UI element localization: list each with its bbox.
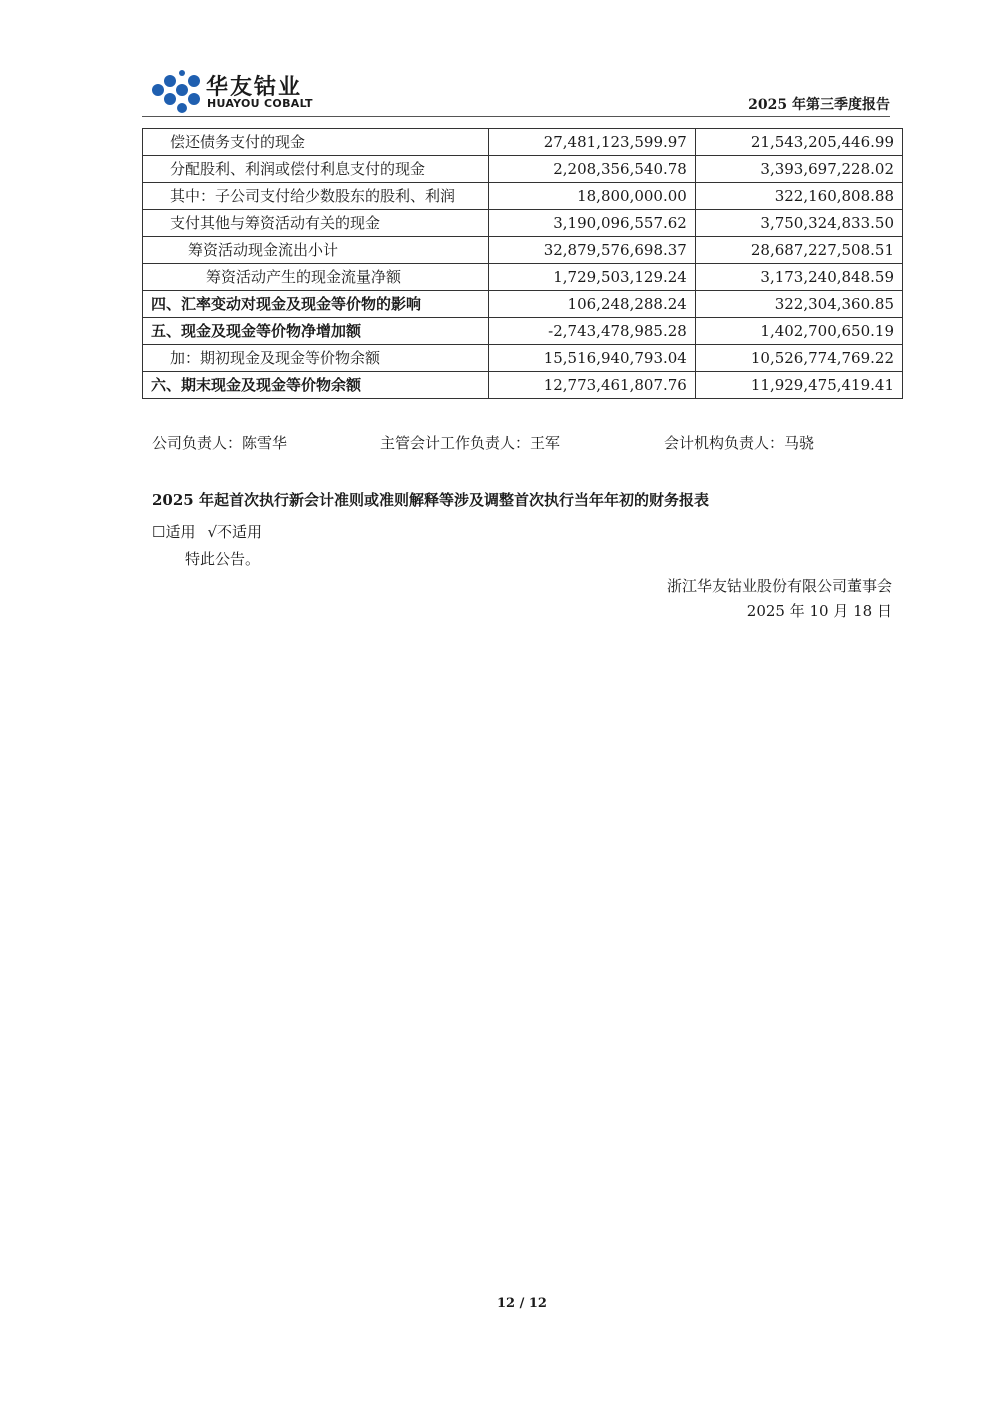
page-number: 12 / 12 bbox=[497, 1296, 547, 1311]
prior-period-value: 322,160,808.88 bbox=[695, 183, 902, 210]
prior-period-value: 3,393,697,228.02 bbox=[695, 156, 902, 183]
table-row bbox=[143, 183, 903, 210]
note-title: 2025 年起首次执行新会计准则或准则解释等涉及调整首次执行当年年初的财务报表 bbox=[152, 491, 709, 509]
table-row bbox=[143, 156, 903, 183]
current-period-value: 2,208,356,540.78 bbox=[488, 156, 695, 183]
header-divider bbox=[142, 116, 890, 117]
row-label: 五、现金及现金等价物净增加额 bbox=[143, 318, 489, 345]
current-period-value: -2,743,478,985.28 bbox=[488, 318, 695, 345]
row-label: 其中：子公司支付给少数股东的股利、利润 bbox=[143, 183, 489, 210]
cash-flow-table bbox=[142, 128, 903, 399]
table-row bbox=[143, 318, 903, 345]
current-period-value: 15,516,940,793.04 bbox=[488, 345, 695, 372]
current-period-value: 18,800,000.00 bbox=[488, 183, 695, 210]
logo-chinese-name: 华友钴业 bbox=[206, 75, 303, 100]
prior-period-value: 1,402,700,650.19 bbox=[695, 318, 902, 345]
applicable-option: ☐适用 bbox=[152, 523, 196, 541]
prior-period-value: 3,173,240,848.59 bbox=[695, 264, 902, 291]
row-label: 筹资活动产生的现金流量净额 bbox=[143, 264, 489, 291]
current-period-value: 32,879,576,698.37 bbox=[488, 237, 695, 264]
board-signature: 浙江华友钴业股份有限公司董事会 bbox=[666, 577, 892, 595]
current-period-value: 3,190,096,557.62 bbox=[488, 210, 695, 237]
prior-period-value: 21,543,205,446.99 bbox=[695, 129, 902, 156]
row-label: 分配股利、利润或偿付利息支付的现金 bbox=[143, 156, 489, 183]
report-title: 2025 年第三季度报告 bbox=[748, 97, 890, 113]
prior-period-value: 11,929,475,419.41 bbox=[695, 372, 902, 399]
prior-period-value: 10,526,774,769.22 bbox=[695, 345, 902, 372]
accounting-head-signature: 主管会计工作负责人：王军 bbox=[380, 434, 561, 452]
not-applicable-option: √不适用 bbox=[207, 523, 263, 541]
current-period-value: 1,729,503,129.24 bbox=[488, 264, 695, 291]
announcement-date: 2025 年 10 月 18 日 bbox=[746, 602, 892, 620]
row-label: 支付其他与筹资活动有关的现金 bbox=[143, 210, 489, 237]
table-row bbox=[143, 129, 903, 156]
logo-mark-icon bbox=[150, 70, 204, 114]
logo-english-name: HUAYOU COBALT bbox=[207, 97, 313, 110]
current-period-value: 106,248,288.24 bbox=[488, 291, 695, 318]
table-row bbox=[143, 372, 903, 399]
prior-period-value: 3,750,324,833.50 bbox=[695, 210, 902, 237]
current-period-value: 12,773,461,807.76 bbox=[488, 372, 695, 399]
table-row bbox=[143, 291, 903, 318]
table-row bbox=[143, 237, 903, 264]
row-label: 筹资活动现金流出小计 bbox=[143, 237, 489, 264]
row-label: 四、汇率变动对现金及现金等价物的影响 bbox=[143, 291, 489, 318]
row-label: 六、期末现金及现金等价物余额 bbox=[143, 372, 489, 399]
prior-period-value: 28,687,227,508.51 bbox=[695, 237, 902, 264]
accounting-org-head-signature: 会计机构负责人：马骁 bbox=[664, 434, 815, 452]
table-row bbox=[143, 345, 903, 372]
company-head-signature: 公司负责人：陈雪华 bbox=[152, 434, 288, 452]
table-row bbox=[143, 210, 903, 237]
table-row bbox=[143, 264, 903, 291]
current-period-value: 27,481,123,599.97 bbox=[488, 129, 695, 156]
announcement-text: 特此公告。 bbox=[185, 550, 261, 568]
row-label: 偿还债务支付的现金 bbox=[143, 129, 489, 156]
prior-period-value: 322,304,360.85 bbox=[695, 291, 902, 318]
applicability-options bbox=[152, 521, 274, 542]
row-label: 加：期初现金及现金等价物余额 bbox=[143, 345, 489, 372]
company-logo bbox=[150, 70, 330, 114]
